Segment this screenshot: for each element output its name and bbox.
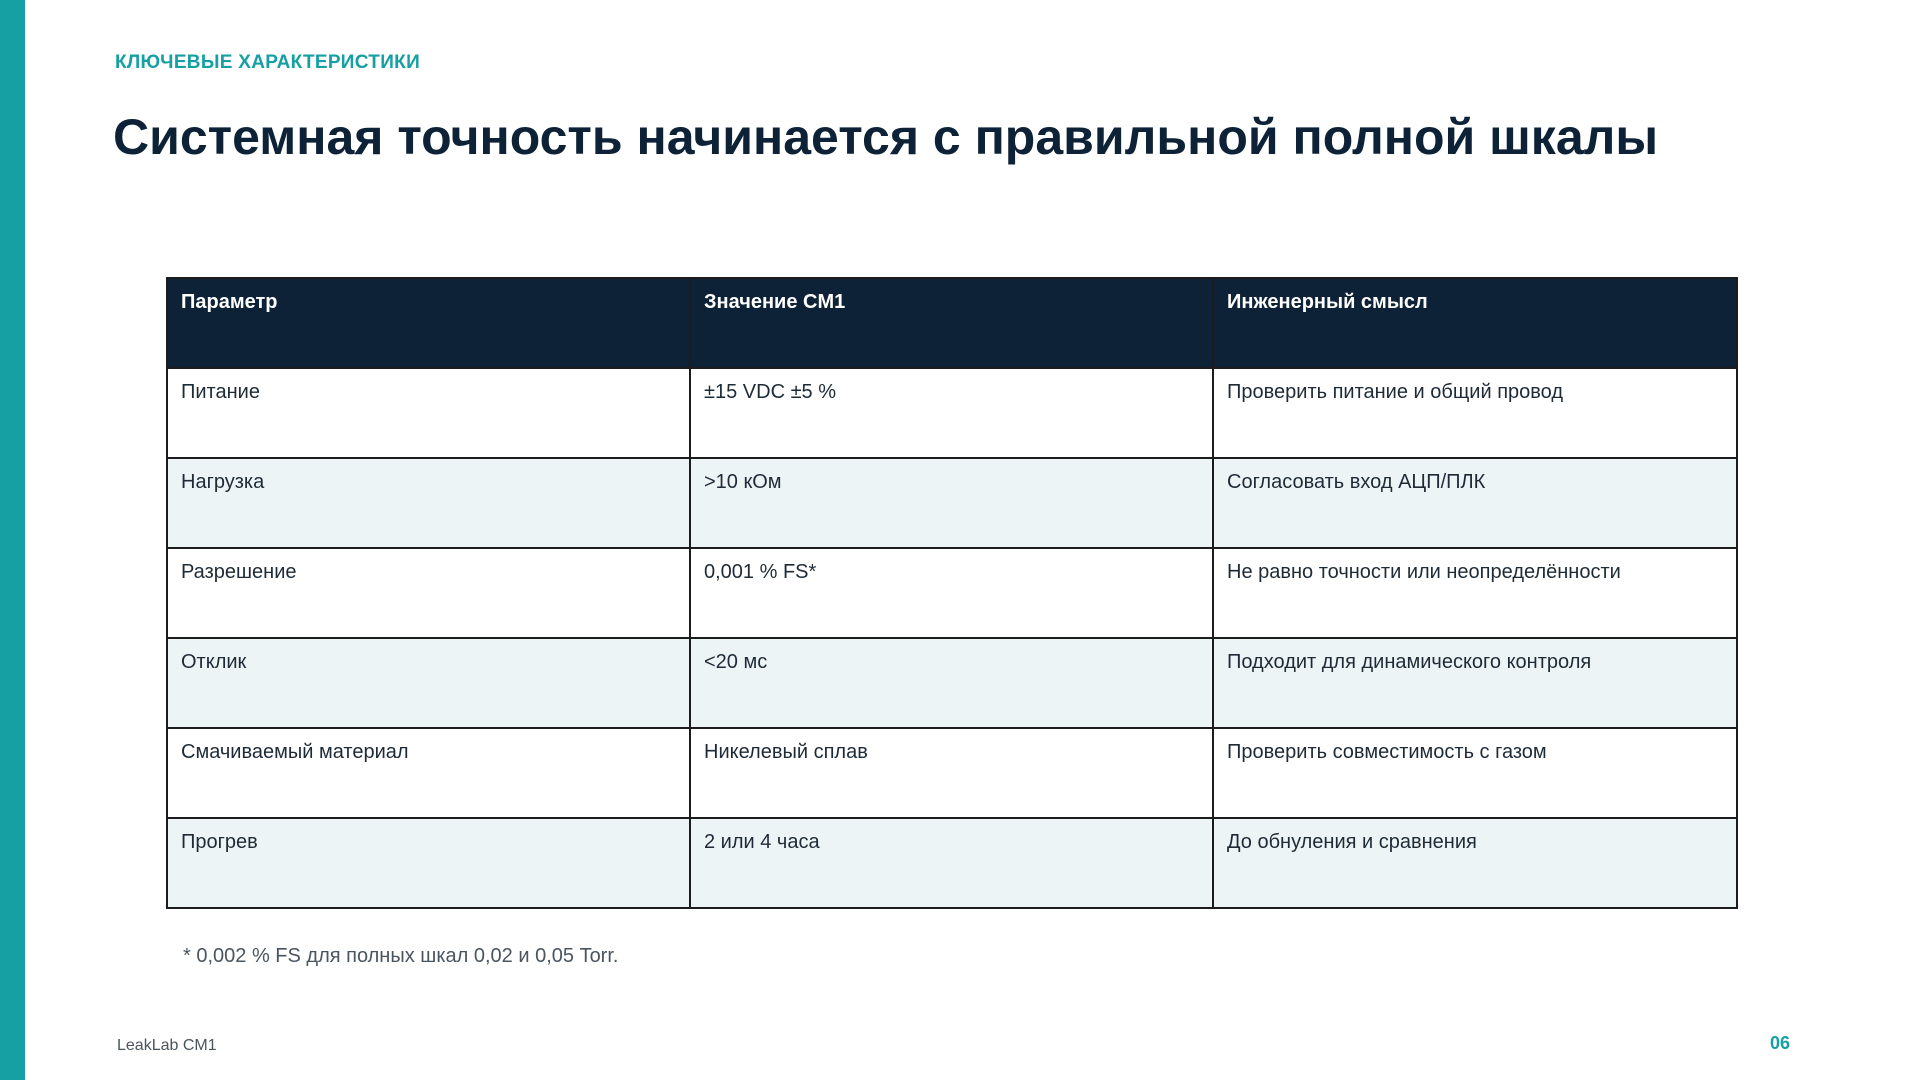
table-cell: Разрешение bbox=[167, 548, 690, 638]
specs-table bbox=[166, 277, 1738, 909]
table-cell: Проверить совместимость с газом bbox=[1213, 728, 1737, 818]
table-row bbox=[167, 548, 1737, 638]
table-cell: Не равно точности или неопределённости bbox=[1213, 548, 1737, 638]
table-row bbox=[167, 638, 1737, 728]
table-cell: Согласовать вход АЦП/ПЛК bbox=[1213, 458, 1737, 548]
accent-bar bbox=[0, 0, 25, 1080]
table-cell: >10 кОм bbox=[690, 458, 1213, 548]
table-cell: Смачиваемый материал bbox=[167, 728, 690, 818]
section-kicker: КЛЮЧЕВЫЕ ХАРАКТЕРИСТИКИ bbox=[115, 52, 421, 73]
footnote: * 0,002 % FS для полных шкал 0,02 и 0,05 Torr. bbox=[183, 945, 619, 967]
table-row bbox=[167, 368, 1737, 458]
header-cell-parameter: Параметр bbox=[167, 278, 690, 368]
table-cell: Прогрев bbox=[167, 818, 690, 908]
table-row bbox=[167, 458, 1737, 548]
table-cell: Подходит для динамического контроля bbox=[1213, 638, 1737, 728]
table-cell: Нагрузка bbox=[167, 458, 690, 548]
table-cell: <20 мс bbox=[690, 638, 1213, 728]
table-cell: Отклик bbox=[167, 638, 690, 728]
table-cell: Проверить питание и общий провод bbox=[1213, 368, 1737, 458]
brand-label: LeakLab CM1 bbox=[117, 1037, 217, 1054]
table-cell: 0,001 % FS* bbox=[690, 548, 1213, 638]
table-cell: ±15 VDC ±5 % bbox=[690, 368, 1213, 458]
table-row bbox=[167, 818, 1737, 908]
table-cell: 2 или 4 часа bbox=[690, 818, 1213, 908]
header-cell-meaning: Инженерный смысл bbox=[1213, 278, 1737, 368]
header-cell-value: Значение CM1 bbox=[690, 278, 1213, 368]
table-row bbox=[167, 728, 1737, 818]
table-cell: Питание bbox=[167, 368, 690, 458]
slide-title: Системная точность начинается с правильной полной шкалы bbox=[113, 109, 1659, 165]
table-header-row bbox=[167, 278, 1737, 368]
table-cell: До обнуления и сравнения bbox=[1213, 818, 1737, 908]
page-number: 06 bbox=[1770, 1033, 1791, 1053]
table-cell: Никелевый сплав bbox=[690, 728, 1213, 818]
